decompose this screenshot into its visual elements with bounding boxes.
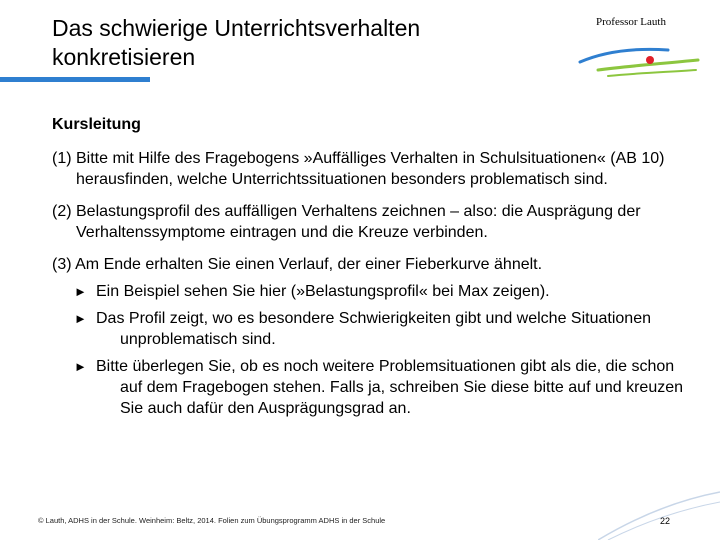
- section-heading: Kursleitung: [52, 116, 141, 133]
- sub-list-item: ► Das Profil zeigt, wo es besondere Schwierigkeiten gibt und welche Situationen unproblematisch sind.: [74, 310, 651, 348]
- page-number: 22: [660, 516, 671, 526]
- sub-list-item: ► Bitte überlegen Sie, ob es noch weitere Problemsituationen gibt als die, die schon auf dem Fragebogen stehen. Falls ja, schreiben Sie diese bitte auf und kreuzen Sie auch dafür den Ausprägungsgrad an.: [74, 358, 684, 417]
- author-label: Professor Lauth: [596, 16, 666, 28]
- list-item: [52, 254, 692, 419]
- slide-title: [52, 14, 522, 72]
- sub-list-item-text: Ein Beispiel sehen Sie hier (»Belastungsprofil« bei Max zeigen).: [96, 283, 550, 300]
- footer-citation: © Lauth, ADHS in der Schule. Weinheim: Beltz, 2014. Folien zum Übungsprogramm ADHS in der Schule: [38, 516, 386, 525]
- title-line-1: Das schwierige Unterrichtsverhalten: [52, 15, 421, 41]
- logo-swoosh-icon: [578, 40, 702, 80]
- title-underline: [0, 77, 150, 82]
- sub-list-item-text: Das Profil zeigt, wo es besondere Schwierigkeiten gibt und welche Situationen unproblematisch sind.: [96, 310, 651, 348]
- list-item: (2) Belastungsprofil des auffälligen Verhaltens zeichnen – also: die Ausprägung der Verhaltenssymptome eintragen und die Kreuze verbinden.: [52, 203, 641, 241]
- content-body: [52, 148, 692, 430]
- sub-list-item-text: Bitte überlegen Sie, ob es noch weitere Problemsituationen gibt als die, die schon auf dem Fragebogen stehen. Falls ja, schreiben Sie diese bitte auf und kreuzen Sie auch dafür den Ausprägungsgrad an.: [96, 358, 684, 417]
- list-item-text: (3) Am Ende erhalten Sie einen Verlauf, der einer Fieberkurve ähnelt.: [52, 256, 543, 273]
- corner-swoosh-icon: [598, 486, 720, 540]
- sub-list-item: ► Ein Beispiel sehen Sie hier (»Belastungsprofil« bei Max zeigen).: [74, 283, 550, 300]
- title-line-2: konkretisieren: [52, 44, 196, 70]
- list-item: (1) Bitte mit Hilfe des Fragebogens »Auffälliges Verhalten in Schulsituationen« (AB 10) herausfinden, welche Unterrichtssituationen besonders problematisch sind.: [52, 150, 665, 188]
